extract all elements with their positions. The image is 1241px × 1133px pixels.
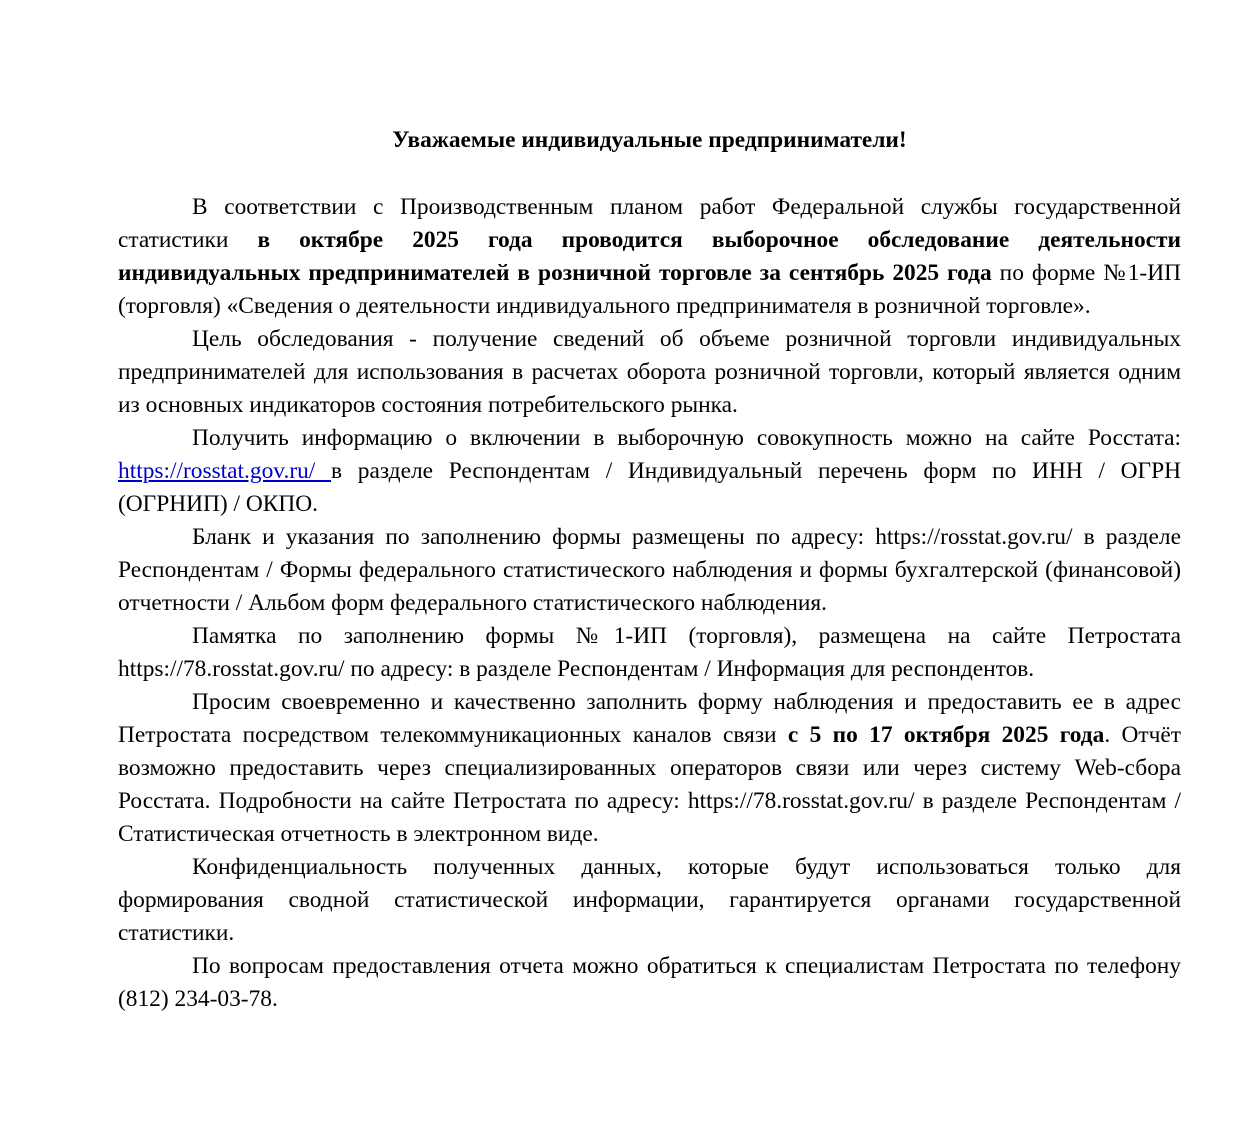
paragraph-contact-phone: По вопросам предоставления отчета можно обратиться к специалистам Петростата по телефону (812) 234-03-78. bbox=[118, 953, 1181, 1012]
paragraph-text: . Отчёт возможно предоставить через специализированных операторов связи или через систему Web-сбора Росстата. Подробности на сайте Петростата по адресу: https://78.rosstat.gov.ru/ в разделе Респондентам / Статистическая отчетность в электронном виде. bbox=[118, 722, 1181, 847]
paragraph-survey-announcement bbox=[118, 191, 1181, 323]
spacer bbox=[118, 158, 1181, 191]
paragraph-text: по форме №1-ИП (торговля) «Сведения о деятельности индивидуального предпринимателя в розничной торговле». bbox=[118, 260, 1181, 319]
document-title: Уважаемые индивидуальные предприниматели! bbox=[392, 127, 907, 153]
paragraph-survey-goal: Цель обследования - получение сведений об объеме розничной торговли индивидуальных предпринимателей для использования в расчетах оборота розничной торговли, который является одним из основных индикаторов состояния потребительского рынка. bbox=[118, 326, 1181, 418]
document-page bbox=[118, 122, 1181, 1016]
paragraph-text: Получить информацию о включении в выборочную совокупность можно на сайте Росстата: bbox=[192, 425, 1181, 451]
survey-period-bold: в октябре 2025 года проводится выборочное обследование деятельности индивидуальных предпринимателей в розничной торговле за сентябрь 2025 года bbox=[118, 227, 1181, 286]
paragraph-text: В соответствии с Производственным планом работ Федеральной службы государственной статистики bbox=[118, 194, 1181, 253]
deadline-bold: с 5 по 17 октября 2025 года bbox=[787, 722, 1105, 748]
paragraph-text: в разделе Респондентам / Индивидуальный перечень форм по ИНН / ОГРН (ОГРНИП) / ОКПО. bbox=[118, 458, 1181, 517]
paragraph-memo: Памятка по заполнению формы №1-ИП (торговля), размещена на сайте Петростата https://78.rosstat.gov.ru/ по адресу: в разделе Респондентам / Информация для респондентов. bbox=[118, 623, 1181, 682]
paragraph-form-blank: Бланк и указания по заполнению формы размещены по адресу: https://rosstat.gov.ru/ в разделе Респондентам / Формы федерального статистического наблюдения и формы бухгалтерской (финансовой) отчетности / Альбом форм федерального статистического наблюдения. bbox=[118, 524, 1181, 616]
paragraph-sample-info bbox=[118, 422, 1181, 521]
paragraph-text: Просим своевременно и качественно заполнить форму наблюдения и предоставить ее в адрес Петростата посредством телекоммуникационных каналов связи bbox=[118, 689, 1181, 748]
paragraph-submission-deadline bbox=[118, 686, 1181, 851]
rosstat-link[interactable]: https://rosstat.gov.ru/ bbox=[118, 458, 332, 484]
paragraph-confidentiality: Конфиденциальность полученных данных, которые будут использоваться только для формирования сводной статистической информации, гарантируется органами государственной статистики. bbox=[118, 854, 1181, 946]
